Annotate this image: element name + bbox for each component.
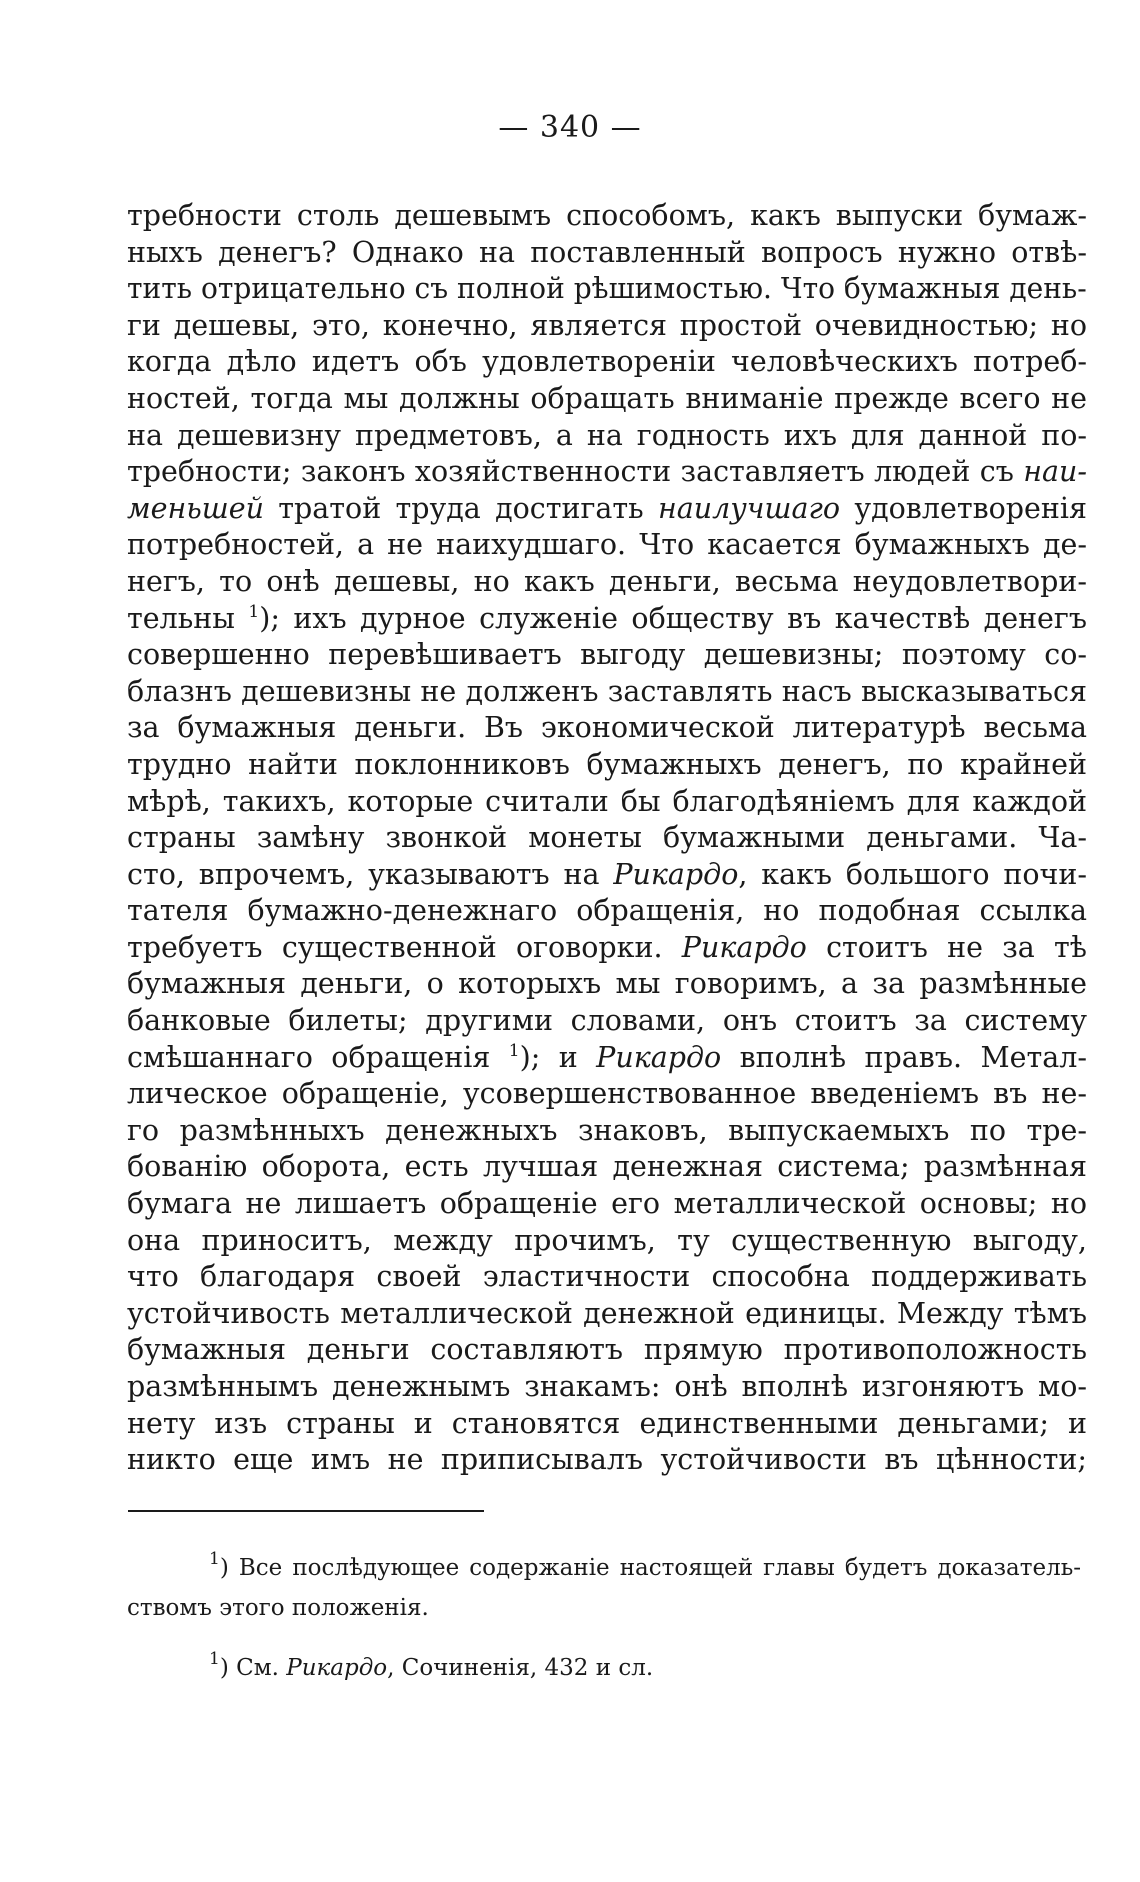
italic-text: Рикардо xyxy=(613,857,739,891)
text-line xyxy=(127,527,1087,564)
text-run: сто, впрочемъ, указываютъ на xyxy=(127,857,614,891)
text-run: вполнѣ правъ. Метал- xyxy=(721,1040,1087,1074)
italic-text: наилучшаго xyxy=(657,491,841,525)
text-run: ги дешевы, это, конечно, является простой очевидностью; но xyxy=(127,308,1087,342)
text-line xyxy=(127,1076,1087,1113)
text-line xyxy=(127,637,1087,674)
text-line xyxy=(127,930,1087,967)
text-line xyxy=(127,308,1087,345)
text-run: тить отрицательно съ полной рѣшимостью. Что бумажныя день- xyxy=(127,272,1087,306)
text-run: ностей, тогда мы должны обращать вниманіе прежде всего не xyxy=(127,381,1087,415)
text-run: мѣрѣ, такихъ, которые считали бы благодѣяніемъ для каждой xyxy=(127,784,1087,818)
footnotes xyxy=(127,1548,1087,1688)
footnote-ref: 1 xyxy=(508,1040,520,1061)
footnote-1-text: Все послѣдующее содержаніе настоящей главы будетъ доказатель- xyxy=(238,1555,1081,1581)
text-line xyxy=(127,454,1087,491)
footnote-2-pre: См. xyxy=(236,1655,287,1681)
footnote-2: $^1$) См. Рикардо, Сочиненія, 432 и сл. xyxy=(209,1649,654,1681)
text-run: требности; законъ хозяйственности заставляетъ людей съ xyxy=(127,455,1024,489)
text-run: требуетъ существенной оговорки. xyxy=(127,930,682,964)
text-run: смѣшаннаго обращенія xyxy=(127,1040,509,1074)
text-line xyxy=(127,1003,1087,1040)
text-run: тельны xyxy=(127,601,249,635)
text-run: негъ, то онѣ дешевы, но какъ деньги, весьма неудовлетвори- xyxy=(127,564,1087,598)
text-run: за бумажныя деньги. Въ экономической литературѣ весьма xyxy=(127,711,1087,745)
text-line xyxy=(127,1113,1087,1150)
text-line xyxy=(127,1149,1087,1186)
text-line xyxy=(127,1186,1087,1223)
text-run: совершенно перевѣшиваетъ выгоду дешевизны; поэтому со- xyxy=(127,638,1087,672)
text-run: ); и xyxy=(519,1040,597,1074)
text-line xyxy=(127,1369,1087,1406)
body-text xyxy=(127,198,1087,1479)
text-line xyxy=(127,710,1087,747)
text-line xyxy=(127,966,1087,1003)
text-line xyxy=(127,747,1087,784)
text-run: на дешевизну предметовъ, а на годность ихъ для данной по- xyxy=(127,418,1087,452)
page-number: — 340 — xyxy=(498,110,642,145)
text-line xyxy=(127,491,1087,528)
text-run: тратой труда достигать xyxy=(264,491,658,525)
footnote-1-line-2 xyxy=(127,1588,1087,1628)
text-line xyxy=(127,820,1087,857)
footnote-1-line-1: $^1$) Все послѣдующее содержаніе настоящей главы будетъ доказатель- xyxy=(209,1549,1081,1581)
text-run: никто еще имъ не приписывалъ устойчивости въ цѣнности; xyxy=(127,1443,1087,1477)
text-run: что благодаря своей эластичности способна поддерживать xyxy=(127,1260,1087,1294)
text-run: размѣннымъ денежнымъ знакамъ: онѣ вполнѣ изгоняютъ мо- xyxy=(127,1370,1087,1403)
text-line xyxy=(127,893,1087,930)
text-run: требности столь дешевымъ способомъ, какъ выпуски бумаж- xyxy=(127,199,1087,232)
text-line xyxy=(127,857,1087,894)
footnote-1-text-cont: ствомъ этого положенія. xyxy=(127,1595,429,1621)
text-line xyxy=(127,784,1087,821)
text-run: стоитъ не за тѣ xyxy=(806,930,1087,964)
text-line xyxy=(127,1406,1087,1443)
text-line xyxy=(127,235,1087,272)
text-line xyxy=(127,1259,1087,1296)
footnote-2-post: , Сочиненія, 432 и сл. xyxy=(387,1655,654,1681)
italic-text: наи- xyxy=(1023,455,1087,489)
text-line xyxy=(127,1296,1087,1333)
text-line xyxy=(127,198,1087,235)
text-run: нету изъ страны и становятся единственными деньгами; и xyxy=(127,1406,1087,1440)
text-run: ныхъ денегъ? Однако на поставленный вопросъ нужно отвѣ- xyxy=(127,235,1087,269)
text-line xyxy=(127,674,1087,711)
text-run: страны замѣну звонкой монеты бумажными деньгами. Ча- xyxy=(127,821,1087,855)
italic-text: меньшей xyxy=(127,491,265,525)
text-run: го размѣнныхъ денежныхъ знаковъ, выпускаемыхъ по тре- xyxy=(127,1113,1087,1147)
text-line xyxy=(127,418,1087,455)
footnote-divider xyxy=(128,1510,484,1512)
text-line xyxy=(127,1223,1087,1260)
text-run: бумажныя деньги составляютъ прямую противоположность xyxy=(127,1333,1087,1367)
text-line xyxy=(127,1442,1087,1479)
text-run: , какъ большого почи- xyxy=(738,857,1088,891)
italic-text: Рикардо xyxy=(596,1040,722,1074)
text-line xyxy=(127,381,1087,418)
text-run: бумажныя деньги, о которыхъ мы говоримъ, а за размѣнные xyxy=(127,967,1087,1001)
text-run: удовлетворенія xyxy=(840,491,1087,525)
text-run: потребностей, а не наихудшаго. Что касается бумажныхъ де- xyxy=(127,528,1087,562)
footnote-2-italic: Рикардо xyxy=(286,1655,388,1681)
text-run: она приноситъ, между прочимъ, ту существенную выгоду, xyxy=(127,1223,1087,1257)
text-run: когда дѣло идетъ объ удовлетвореніи человѣческихъ потреб- xyxy=(127,345,1087,379)
text-run: лическое обращеніе, усовершенствованное введеніемъ въ не- xyxy=(127,1077,1087,1111)
text-run: трудно найти поклонниковъ бумажныхъ денегъ, по крайней xyxy=(127,747,1087,781)
text-run: бумага не лишаетъ обращеніе его металлической основы; но xyxy=(127,1187,1087,1221)
text-run: ); ихъ дурное служеніе обществу въ качествѣ денегъ xyxy=(259,601,1087,635)
footnote-2-marker: 1 xyxy=(209,1649,220,1669)
italic-text: Рикардо xyxy=(681,930,807,964)
text-run: устойчивость металлической денежной единицы. Между тѣмъ xyxy=(127,1296,1087,1330)
text-line xyxy=(127,1332,1087,1369)
text-run: бованію оборота, есть лучшая денежная система; размѣнная xyxy=(127,1150,1087,1184)
text-run: банковые билеты; другими словами, онъ стоитъ за систему xyxy=(127,1004,1087,1038)
text-line xyxy=(127,601,1087,638)
text-line xyxy=(127,1040,1087,1077)
text-run: блазнъ дешевизны не долженъ заставлять насъ высказываться xyxy=(127,674,1087,708)
text-line xyxy=(127,564,1087,601)
footnote-1-marker: 1 xyxy=(209,1549,220,1569)
text-run: тателя бумажно-денежнаго обращенія, но подобная ссылка xyxy=(127,894,1087,928)
text-line xyxy=(127,344,1087,381)
text-line xyxy=(127,271,1087,308)
footnote-ref: 1 xyxy=(248,601,260,622)
